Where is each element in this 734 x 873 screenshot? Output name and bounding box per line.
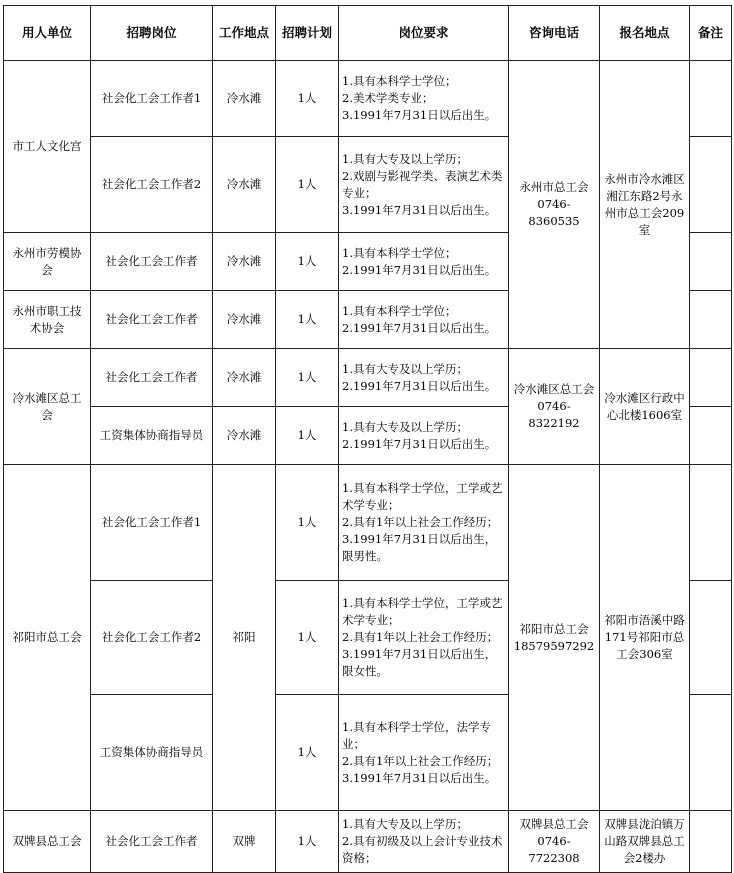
- cell-requirements: [339, 233, 509, 291]
- table-row: [4, 61, 732, 137]
- cell-place: 冷水滩: [213, 291, 276, 349]
- cell-unit: 永州市职工技术协会: [4, 291, 91, 349]
- requirement-line: 1.具有本科学士学位；: [342, 303, 457, 318]
- requirement-line: 1.具有本科学士学位，法学专业；: [342, 719, 491, 751]
- cell-post: 社会化工会工作者: [91, 811, 213, 873]
- cell-post: 工资集体协商指导员: [91, 695, 213, 811]
- header-notes: 备注: [690, 6, 732, 61]
- cell-requirements: [339, 349, 509, 407]
- cell-unit: 永州市劳模协会: [4, 233, 91, 291]
- requirement-line: 2.美术学类专业；: [342, 91, 434, 105]
- cell-notes: [690, 407, 732, 465]
- cell-plan: 1人: [276, 61, 339, 137]
- requirement-line: 2.1991年7月31日以后出生。: [342, 320, 497, 335]
- table-body: [4, 61, 732, 873]
- cell-notes: [690, 581, 732, 695]
- cell-unit: 祁阳市总工会: [4, 465, 91, 811]
- cell-place: 冷水滩: [213, 137, 276, 233]
- header-phone: 咨询电话: [509, 6, 600, 61]
- header-location: 报名地点: [600, 6, 690, 61]
- cell-post: 社会化工会工作者: [91, 349, 213, 407]
- requirement-line: 2.戏剧与影视学类、表演艺术类专业；: [342, 168, 503, 200]
- cell-plan: 1人: [276, 465, 339, 581]
- cell-notes: [690, 233, 732, 291]
- cell-phone: 祁阳市总工会 18579597292: [509, 465, 600, 811]
- requirement-line: 1.具有本科学士学位，工学或艺术学专业；: [342, 596, 503, 627]
- header-post: 招聘岗位: [91, 6, 213, 61]
- cell-plan: 1人: [276, 137, 339, 233]
- requirement-line: 2.具有1年以上社会工作经历；: [342, 630, 499, 644]
- cell-plan: 1人: [276, 407, 339, 465]
- cell-unit: 双牌县总工会: [4, 811, 91, 873]
- requirement-line: 2.1991年7月31日以后出生。: [342, 436, 497, 451]
- header-requirements: 岗位要求: [339, 6, 509, 61]
- cell-requirements: [339, 581, 509, 695]
- cell-notes: [690, 61, 732, 137]
- requirement-line: 1.具有大专及以上学历；: [342, 361, 468, 376]
- cell-unit: 市工人文化宫: [4, 61, 91, 233]
- cell-location: 祁阳市浯溪中路171号祁阳市总工会306室: [600, 465, 690, 811]
- cell-requirements: [339, 61, 509, 137]
- cell-post: 社会化工会工作者2: [91, 137, 213, 233]
- requirement-line: 2.1991年7月31日以后出生。: [342, 378, 497, 393]
- cell-notes: [690, 291, 732, 349]
- requirement-line: 1.具有本科学士学位，工学或艺术学专业；: [342, 481, 503, 512]
- cell-phone: 冷水滩区总工会 0746-8322192: [509, 349, 600, 465]
- recruitment-table-sheet: [3, 5, 731, 873]
- cell-plan: 1人: [276, 233, 339, 291]
- requirement-line: 2.1991年7月31日以后出生。: [342, 262, 497, 277]
- requirement-line: 1.具有大专及以上学历；: [342, 151, 468, 166]
- table-row: [4, 811, 732, 873]
- cell-place: 双牌: [213, 811, 276, 873]
- cell-plan: 1人: [276, 349, 339, 407]
- header-place: 工作地点: [213, 6, 276, 61]
- cell-post: 社会化工会工作者: [91, 291, 213, 349]
- cell-place: 冷水滩: [213, 61, 276, 137]
- table-row: [4, 349, 732, 407]
- requirement-line: 1.具有本科学士学位；: [342, 74, 457, 88]
- cell-location: 双牌县泷泊镇万山路双牌县总工会2楼办: [600, 811, 690, 873]
- requirement-line: 1.具有大专及以上学历；: [342, 817, 468, 831]
- header-row: [4, 6, 732, 61]
- table-row: [4, 465, 732, 581]
- requirement-line: 3.1991年7月31日以后出生。: [342, 108, 497, 122]
- requirement-line: 2.具有初级及以上会计专业技术资格；: [342, 834, 503, 865]
- cell-unit: 冷水滩区总工会: [4, 349, 91, 465]
- cell-place: 冷水滩: [213, 407, 276, 465]
- requirement-line: 2.具有1年以上社会工作经历；: [342, 753, 499, 768]
- header-plan: 招聘计划: [276, 6, 339, 61]
- cell-place: 冷水滩: [213, 349, 276, 407]
- cell-requirements: [339, 291, 509, 349]
- requirement-line: 3.1991年7月31日以后出生。: [342, 202, 497, 217]
- cell-place: 祁阳: [213, 465, 276, 811]
- cell-requirements: [339, 811, 509, 873]
- recruitment-table: [3, 5, 732, 873]
- cell-post: 工资集体协商指导员: [91, 407, 213, 465]
- cell-phone: 永州市总工会 0746-8360535: [509, 61, 600, 349]
- cell-post: 社会化工会工作者1: [91, 61, 213, 137]
- requirement-line: 3.1991年7月31日以后出生，限女性。: [342, 647, 497, 678]
- cell-place: 冷水滩: [213, 233, 276, 291]
- cell-notes: [690, 695, 732, 811]
- requirement-line: 3.1991年7月31日以后出生，限男性。: [342, 532, 497, 563]
- cell-location: 冷水滩区行政中心北楼1606室: [600, 349, 690, 465]
- cell-plan: 1人: [276, 811, 339, 873]
- requirement-line: 3.1991年7月31日以后出生。: [342, 770, 497, 785]
- header-unit: 用人单位: [4, 6, 91, 61]
- requirement-line: 1.具有本科学士学位；: [342, 245, 457, 260]
- cell-notes: [690, 349, 732, 407]
- cell-requirements: [339, 137, 509, 233]
- cell-notes: [690, 137, 732, 233]
- cell-plan: 1人: [276, 581, 339, 695]
- cell-notes: [690, 811, 732, 873]
- cell-post: 社会化工会工作者1: [91, 465, 213, 581]
- cell-post: 社会化工会工作者2: [91, 581, 213, 695]
- cell-requirements: [339, 465, 509, 581]
- requirement-line: 2.具有1年以上社会工作经历；: [342, 515, 499, 529]
- cell-plan: 1人: [276, 291, 339, 349]
- cell-location: 永州市冷水滩区湘江东路2号永州市总工会209室: [600, 61, 690, 349]
- cell-phone: 双牌县总工会 0746-7722308: [509, 811, 600, 873]
- requirement-line: 1.具有大专及以上学历；: [342, 419, 468, 434]
- cell-plan: 1人: [276, 695, 339, 811]
- cell-requirements: [339, 407, 509, 465]
- cell-notes: [690, 465, 732, 581]
- cell-post: 社会化工会工作者: [91, 233, 213, 291]
- cell-requirements: [339, 695, 509, 811]
